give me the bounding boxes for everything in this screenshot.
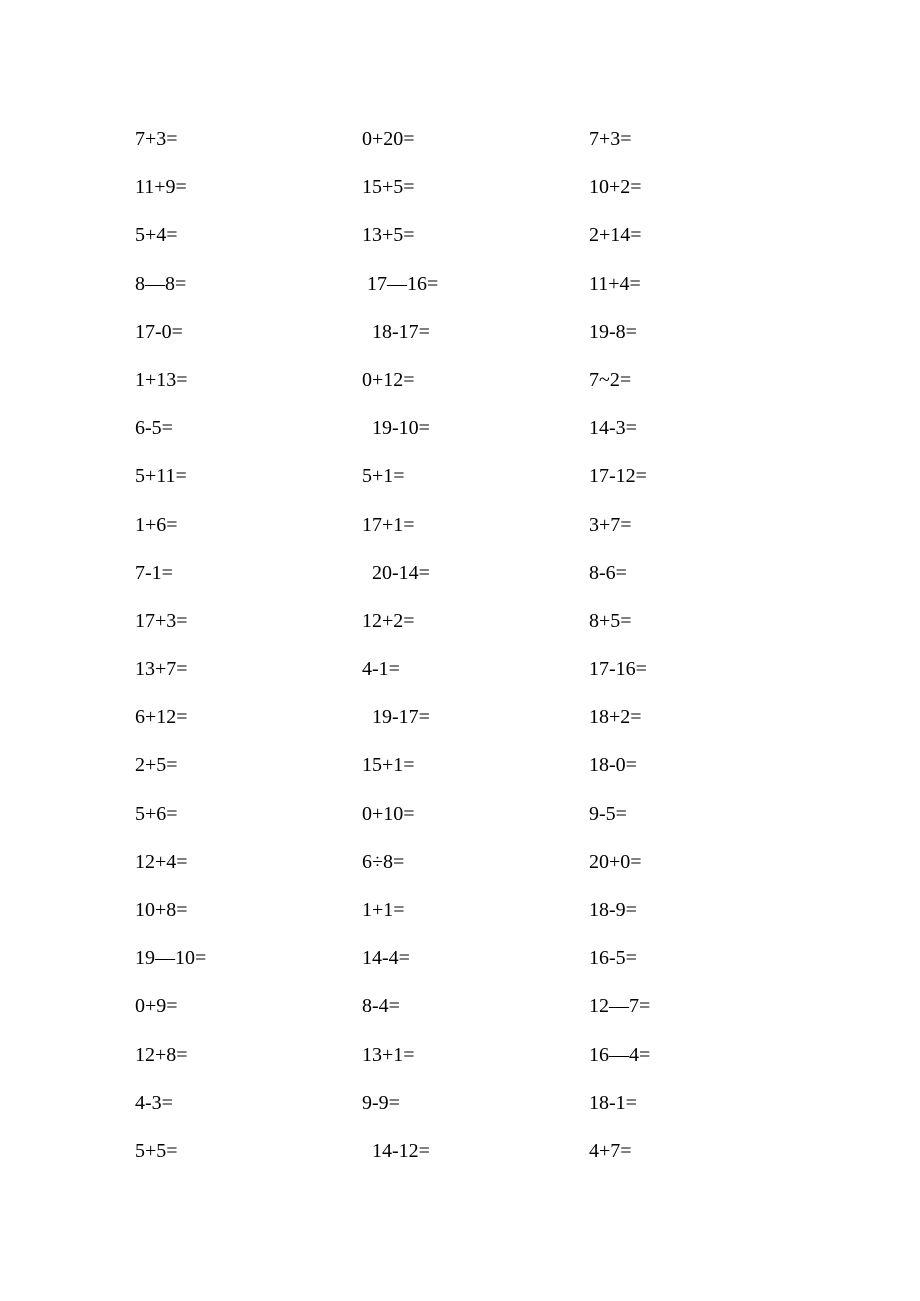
- problem-column-3: [589, 126, 789, 1186]
- math-problem: 0+12=: [362, 368, 415, 391]
- math-problem: 16-5=: [589, 947, 637, 970]
- math-problem: 18-17=: [362, 320, 430, 343]
- math-problem: 13+1=: [362, 1043, 415, 1066]
- math-problem: 5+5=: [135, 1139, 178, 1162]
- math-problem: 6+12=: [135, 706, 188, 729]
- math-problem: 18+2=: [589, 706, 642, 729]
- math-problem: 14-4=: [362, 947, 410, 970]
- math-problem: 18-1=: [589, 1091, 637, 1114]
- math-problem: 7-1=: [135, 561, 173, 584]
- math-problem: 1+1=: [362, 899, 405, 921]
- math-problem: 19-8=: [589, 320, 637, 343]
- math-problem: 4-3=: [135, 1091, 173, 1114]
- math-problem: 2+5=: [135, 754, 178, 777]
- math-problem: 8—8=: [135, 272, 187, 295]
- math-problem: 2+14=: [589, 224, 642, 247]
- math-problem: 6÷8=: [362, 850, 405, 873]
- math-problem: 19-17=: [362, 706, 430, 729]
- math-problem: 9-9=: [362, 1091, 400, 1114]
- math-problem: 15+5=: [362, 176, 415, 199]
- math-problem: 9-5=: [589, 802, 627, 825]
- math-problem: 8-6=: [589, 561, 627, 584]
- math-problem: 13+5=: [362, 224, 415, 247]
- math-problem: 5+6=: [135, 802, 178, 825]
- math-problem: 16—4=: [589, 1043, 651, 1066]
- math-problem: 7+3=: [589, 128, 632, 150]
- problem-column-2: [362, 126, 562, 1186]
- math-problem: 12+4=: [135, 850, 188, 873]
- math-problem: 0+20=: [362, 128, 415, 150]
- math-problem: 17+1=: [362, 513, 415, 536]
- math-problem: 7+3=: [135, 128, 178, 150]
- math-problem: 17—16=: [362, 272, 439, 295]
- math-problem: 15+1=: [362, 754, 415, 777]
- math-problem: 20-14=: [362, 561, 430, 584]
- math-problem: 17-0=: [135, 320, 183, 343]
- math-problem: 12—7=: [589, 995, 651, 1018]
- math-problem: 19—10=: [135, 947, 207, 970]
- math-problem: 0+9=: [135, 995, 178, 1018]
- math-problem: 10+8=: [135, 899, 188, 921]
- math-problem: 12+8=: [135, 1043, 188, 1066]
- math-problem: 5+4=: [135, 224, 178, 247]
- math-problem: 1+6=: [135, 513, 178, 536]
- math-problem: 6-5=: [135, 417, 173, 440]
- math-problem: 4-1=: [362, 658, 400, 681]
- math-problem: 13+7=: [135, 658, 188, 681]
- math-problem: 17-12=: [589, 465, 647, 488]
- math-problem: 18-9=: [589, 899, 637, 921]
- math-problem: 11+9=: [135, 176, 187, 199]
- math-problem: 1+13=: [135, 368, 188, 391]
- math-problem: 18-0=: [589, 754, 637, 777]
- math-problem: 8+5=: [589, 609, 632, 632]
- math-problem: 12+2=: [362, 609, 415, 632]
- math-problem: 5+11=: [135, 465, 187, 488]
- math-problem: 17-16=: [589, 658, 647, 681]
- math-problem: 4+7=: [589, 1139, 632, 1162]
- math-problem: 0+10=: [362, 802, 415, 825]
- math-problem: 7~2=: [589, 368, 632, 391]
- math-problem: 17+3=: [135, 609, 188, 632]
- math-problem: 5+1=: [362, 465, 405, 488]
- math-problem: 14-12=: [362, 1139, 430, 1162]
- math-problem: 8-4=: [362, 995, 400, 1018]
- math-problem: 20+0=: [589, 850, 642, 873]
- math-problem: 11+4=: [589, 272, 641, 295]
- math-problem: 10+2=: [589, 176, 642, 199]
- problem-column-1: [135, 126, 335, 1186]
- math-problem: 14-3=: [589, 417, 637, 440]
- math-problem: 19-10=: [362, 417, 430, 440]
- math-problem: 3+7=: [589, 513, 632, 536]
